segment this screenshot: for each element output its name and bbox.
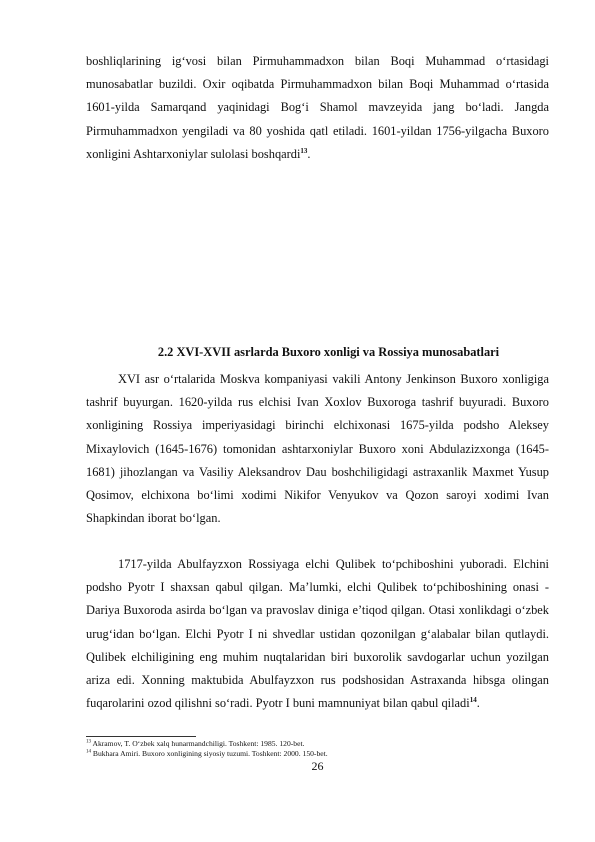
paragraph-text: 1717-yilda Abulfayzxon Rossiyaga elchi Qulibek to‘pchiboshini yuboradi. Elchini podsho Pyotr I shaxsan qabul qilgan. Ma’lumki, elchi Qulibek to‘pchiboshining onasi - Dariya Buxoroda asirda bo‘lgan va pravoslav diniga e’tiqod qilgan. Otasi xonlikdagi o‘zbek urug‘idan bo‘lgan. Elchi Pyotr I ni shvedlar ustidan qozonilgan g‘alabalar bilan qutlaydi. Qulibek elchiligining eng muhim nuqtalaridan biri buxorolik savdogarlar uchun yozilgan ariza edi. Xonning maktubida Abulfayzxon rus podshosidan Astraxanda hibsga olingan fuqarolarini ozod qilishni so‘radi. Pyotr I buni mamnuniyat bilan qabul qiladi: [86, 557, 549, 711]
page-number: 26: [311, 759, 324, 773]
sentence-end: .: [476, 696, 480, 711]
paragraph-text: boshliqlarining ig‘vosi bilan Pirmuhammadxon bilan Boqi Muhammad o‘rtasidagi munosabatlar buzildi. Oxir oqibatda Pirmuhammadxon bilan Boqi Muhammad o‘rtasida 1601-yilda Samarqand yaqinidagi Bog‘i Shamol mavzeyida jang bo‘ladi. Jangda Pirmuhammadxon yengiladi va 80 yoshida qatl etiladi. 1601-yildan 1756-yilgacha Buxoro xonligini Ashtarxoniylar sulolasi boshqardi: [86, 54, 549, 161]
footnote: [86, 739, 556, 749]
body-paragraph: [86, 368, 549, 530]
footnote-reference[interactable]: 13: [300, 146, 308, 155]
body-paragraph: [86, 50, 549, 166]
footnote-separator: [86, 736, 196, 737]
paragraph-text: XVI asr o‘rtalarida Moskva kompaniyasi vakili Antony Jenkinson Buxoro xonligiga tashrif buyurgan. 1620-yilda rus elchisi Ivan Xoxlov Buxoroga tashrif buyuradi. Buxoro xonligining Rossiya imperiyasidagi birinchi elchixonasi 1675-yilda podsho Aleksey Mixaylovich (1645-1676) tomonidan ashtarxoniylar Buxoro xoni Abdulazizxonga (1645-1681) jihozlangan va Vasiliy Aleksandrov Dau boshchiligidagi astraxanlik Maxmet Yusup Qosimov, elchixona bo‘limi xodimi Nikifor Venyukov va Qozon saroyi xodimi Ivan Shapkindan iborat bo‘lgan.: [86, 372, 549, 526]
footnote-reference[interactable]: 14: [469, 696, 477, 705]
footnotes: [86, 739, 556, 759]
footnote-number: 13: [86, 739, 91, 745]
sentence-end: .: [307, 146, 311, 161]
footnote-text: Akramov, T. O‘zbek xalq hunarmandchiligi. Toshkent: 1985. 120-bet.: [91, 739, 305, 748]
footnote: [86, 749, 556, 759]
footnote-text: Bukhara Amiri. Buxoro xonligining siyosiy tuzumi. Toshkent: 2000. 150-bet.: [91, 749, 328, 758]
section-heading: 2.2 XVI-XVII asrlarda Buxoro xonligi va Rossiya munosabatlari: [157, 345, 500, 359]
body-paragraph: [86, 553, 549, 715]
footnote-number: 14: [86, 749, 91, 755]
